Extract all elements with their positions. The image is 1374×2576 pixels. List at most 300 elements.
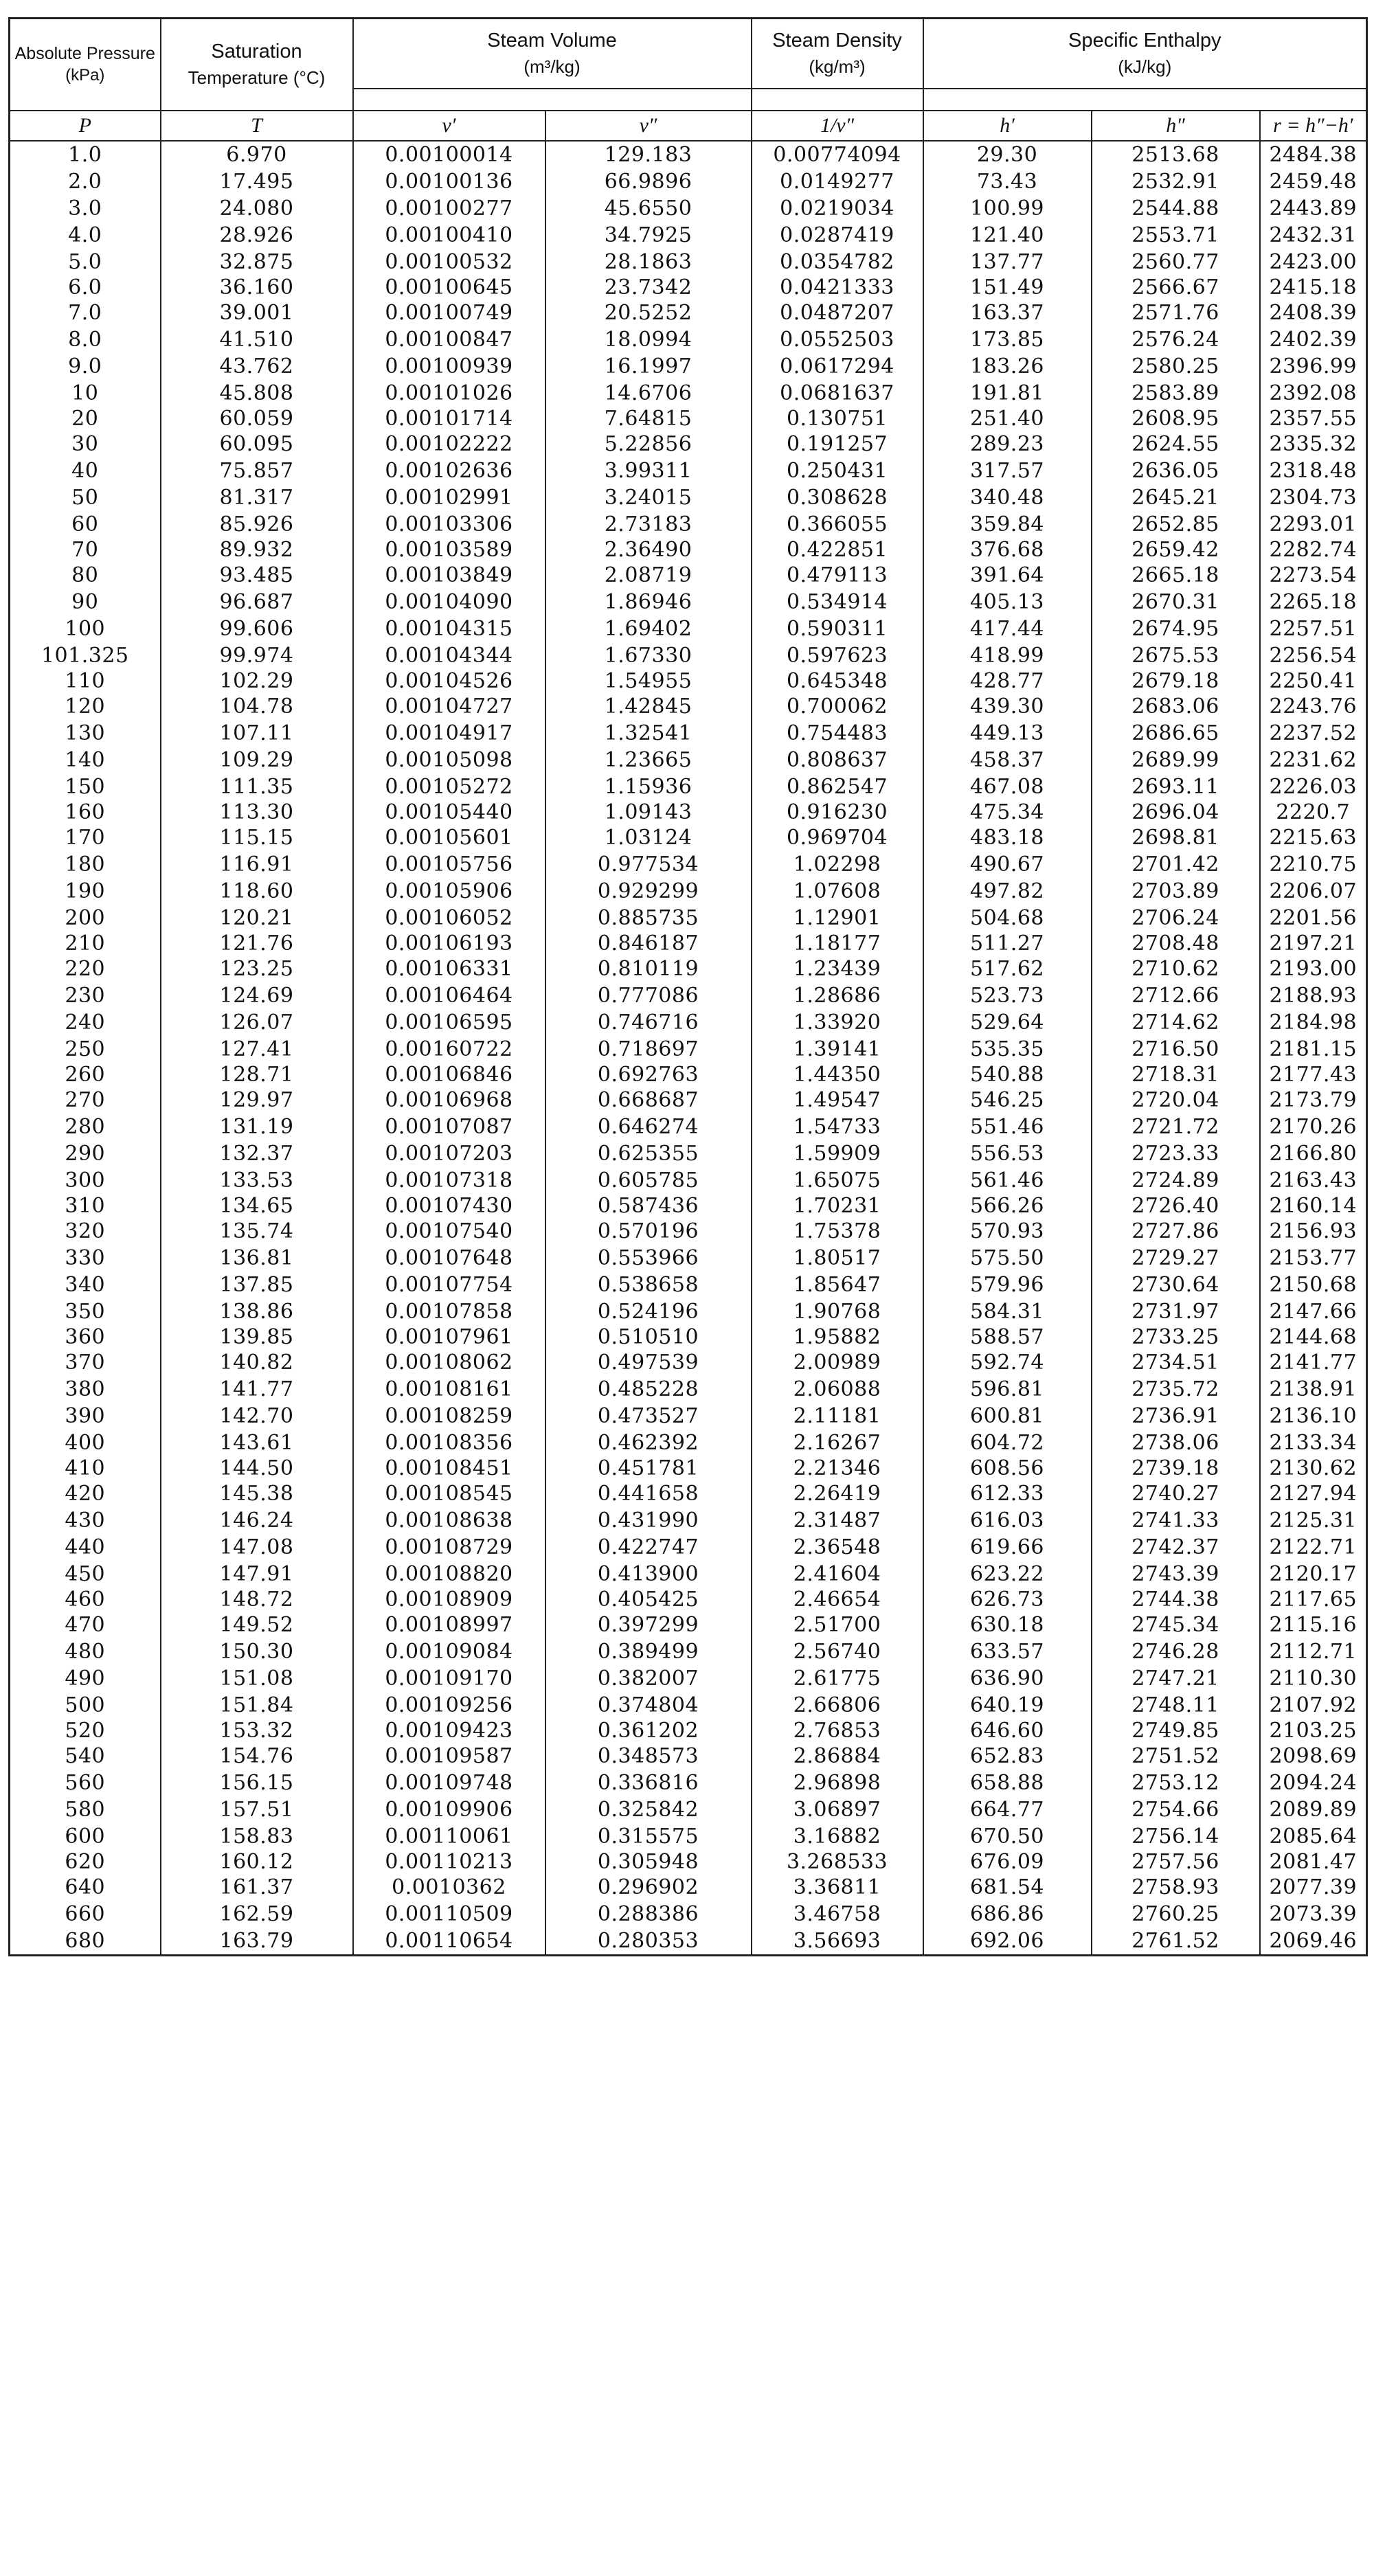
cell-latent-heat: 2335.32 — [1260, 431, 1367, 457]
table-row — [10, 538, 1367, 562]
cell-vapor-volume: 0.746716 — [545, 1009, 752, 1036]
table-row — [10, 484, 1367, 511]
cell-pressure: 220 — [10, 956, 161, 982]
cell-vapor-enthalpy: 2748.11 — [1092, 1692, 1260, 1719]
cell-pressure: 170 — [10, 824, 161, 851]
cell-density: 0.422851 — [752, 538, 923, 562]
cell-liquid-volume: 0.00108356 — [353, 1430, 545, 1456]
table-row — [10, 1823, 1367, 1850]
cell-vapor-enthalpy: 2624.55 — [1092, 431, 1260, 457]
cell-latent-heat: 2415.18 — [1260, 275, 1367, 300]
cell-density: 1.33920 — [752, 1009, 923, 1036]
cell-vapor-volume: 0.288386 — [545, 1901, 752, 1928]
table-row — [10, 956, 1367, 982]
cell-vapor-volume: 0.441658 — [545, 1480, 752, 1507]
cell-vapor-volume: 0.296902 — [545, 1874, 752, 1901]
cell-liquid-volume: 0.00107754 — [353, 1272, 545, 1298]
table-row — [10, 326, 1367, 353]
cell-vapor-enthalpy: 2670.31 — [1092, 589, 1260, 615]
cell-vapor-volume: 0.718697 — [545, 1036, 752, 1063]
table-row — [10, 589, 1367, 615]
symbol-temperature: T — [161, 111, 353, 141]
cell-density: 0.700062 — [752, 693, 923, 720]
symbol-liquid-volume: v′ — [353, 111, 545, 141]
cell-pressure: 120 — [10, 693, 161, 720]
cell-liquid-volume: 0.00106968 — [353, 1087, 545, 1114]
cell-latent-heat: 2160.14 — [1260, 1194, 1367, 1218]
cell-liquid-volume: 0.00109170 — [353, 1665, 545, 1692]
symbol-vapor-enthalpy: h″ — [1092, 111, 1260, 141]
cell-density: 0.808637 — [752, 747, 923, 773]
cell-pressure: 230 — [10, 982, 161, 1009]
cell-liquid-enthalpy: 490.67 — [923, 851, 1092, 878]
cell-liquid-volume: 0.00106464 — [353, 982, 545, 1009]
cell-temperature: 36.160 — [161, 275, 353, 300]
cell-liquid-volume: 0.00109256 — [353, 1692, 545, 1719]
cell-temperature: 145.38 — [161, 1480, 353, 1507]
cell-vapor-volume: 7.64815 — [545, 407, 752, 431]
cell-latent-heat: 2069.46 — [1260, 1928, 1367, 1956]
header-temperature-unit: Temperature (°C) — [188, 67, 326, 88]
cell-liquid-volume: 0.00104727 — [353, 693, 545, 720]
cell-temperature: 60.095 — [161, 431, 353, 457]
cell-latent-heat: 2408.39 — [1260, 300, 1367, 326]
cell-temperature: 81.317 — [161, 484, 353, 511]
cell-liquid-enthalpy: 612.33 — [923, 1480, 1092, 1507]
cell-liquid-enthalpy: 458.37 — [923, 747, 1092, 773]
table-row — [10, 1928, 1367, 1956]
cell-density: 1.39141 — [752, 1036, 923, 1063]
cell-liquid-volume: 0.00100939 — [353, 353, 545, 380]
cell-vapor-volume: 0.451781 — [545, 1456, 752, 1480]
cell-liquid-enthalpy: 604.72 — [923, 1430, 1092, 1456]
cell-liquid-volume: 0.00108451 — [353, 1456, 545, 1480]
cell-latent-heat: 2237.52 — [1260, 720, 1367, 747]
table-row — [10, 1534, 1367, 1561]
cell-density: 0.534914 — [752, 589, 923, 615]
cell-vapor-enthalpy: 2724.89 — [1092, 1167, 1260, 1194]
cell-latent-heat: 2089.89 — [1260, 1796, 1367, 1823]
cell-liquid-volume: 0.00104344 — [353, 642, 545, 669]
cell-latent-heat: 2130.62 — [1260, 1456, 1367, 1480]
cell-liquid-enthalpy: 449.13 — [923, 720, 1092, 747]
cell-density: 1.49547 — [752, 1087, 923, 1114]
cell-density: 0.0487207 — [752, 300, 923, 326]
cell-liquid-enthalpy: 556.53 — [923, 1140, 1092, 1167]
cell-latent-heat: 2459.48 — [1260, 168, 1367, 195]
cell-density: 0.916230 — [752, 800, 923, 824]
cell-pressure: 420 — [10, 1480, 161, 1507]
cell-latent-heat: 2115.16 — [1260, 1612, 1367, 1638]
cell-vapor-enthalpy: 2674.95 — [1092, 615, 1260, 642]
cell-latent-heat: 2273.54 — [1260, 562, 1367, 589]
cell-liquid-enthalpy: 483.18 — [923, 824, 1092, 851]
cell-liquid-volume: 0.00106331 — [353, 956, 545, 982]
cell-pressure: 40 — [10, 457, 161, 484]
cell-temperature: 143.61 — [161, 1430, 353, 1456]
cell-temperature: 89.932 — [161, 538, 353, 562]
cell-latent-heat: 2127.94 — [1260, 1480, 1367, 1507]
cell-vapor-volume: 0.810119 — [545, 956, 752, 982]
cell-density: 1.75378 — [752, 1218, 923, 1245]
cell-density: 2.61775 — [752, 1665, 923, 1692]
cell-latent-heat: 2304.73 — [1260, 484, 1367, 511]
cell-latent-heat: 2166.80 — [1260, 1140, 1367, 1167]
cell-vapor-volume: 0.325842 — [545, 1796, 752, 1823]
cell-temperature: 6.970 — [161, 141, 353, 168]
cell-vapor-volume: 28.1863 — [545, 249, 752, 275]
cell-temperature: 115.15 — [161, 824, 353, 851]
cell-density: 1.65075 — [752, 1167, 923, 1194]
cell-density: 1.02298 — [752, 851, 923, 878]
cell-pressure: 80 — [10, 562, 161, 589]
table-row — [10, 851, 1367, 878]
cell-latent-heat: 2220.7 — [1260, 800, 1367, 824]
cell-pressure: 8.0 — [10, 326, 161, 353]
table-row — [10, 1009, 1367, 1036]
cell-liquid-volume: 0.00100277 — [353, 195, 545, 222]
cell-density: 1.23439 — [752, 956, 923, 982]
cell-density: 1.95882 — [752, 1325, 923, 1349]
cell-vapor-enthalpy: 2714.62 — [1092, 1009, 1260, 1036]
cell-latent-heat: 2141.77 — [1260, 1349, 1367, 1376]
cell-latent-heat: 2098.69 — [1260, 1743, 1367, 1770]
cell-vapor-enthalpy: 2733.25 — [1092, 1325, 1260, 1349]
cell-latent-heat: 2231.62 — [1260, 747, 1367, 773]
cell-pressure: 580 — [10, 1796, 161, 1823]
cell-vapor-volume: 0.846187 — [545, 931, 752, 956]
cell-liquid-volume: 0.00101026 — [353, 380, 545, 407]
cell-temperature: 39.001 — [161, 300, 353, 326]
cell-vapor-enthalpy: 2753.12 — [1092, 1770, 1260, 1796]
cell-liquid-enthalpy: 561.46 — [923, 1167, 1092, 1194]
cell-density: 2.51700 — [752, 1612, 923, 1638]
cell-pressure: 500 — [10, 1692, 161, 1719]
cell-density: 0.0219034 — [752, 195, 923, 222]
cell-latent-heat: 2402.39 — [1260, 326, 1367, 353]
cell-temperature: 96.687 — [161, 589, 353, 615]
header-volume-title: Steam Volume — [487, 30, 617, 52]
cell-latent-heat: 2243.76 — [1260, 693, 1367, 720]
cell-temperature: 161.37 — [161, 1874, 353, 1901]
cell-density: 2.76853 — [752, 1719, 923, 1743]
cell-temperature: 113.30 — [161, 800, 353, 824]
cell-temperature: 131.19 — [161, 1114, 353, 1140]
table-row — [10, 905, 1367, 931]
symbol-pressure: P — [10, 111, 161, 141]
cell-vapor-enthalpy: 2686.65 — [1092, 720, 1260, 747]
cell-liquid-volume: 0.00100136 — [353, 168, 545, 195]
cell-temperature: 137.85 — [161, 1272, 353, 1298]
cell-vapor-enthalpy: 2746.28 — [1092, 1638, 1260, 1665]
table-row — [10, 615, 1367, 642]
cell-liquid-enthalpy: 640.19 — [923, 1692, 1092, 1719]
cell-liquid-volume: 0.00100847 — [353, 326, 545, 353]
cell-vapor-volume: 20.5252 — [545, 300, 752, 326]
cell-vapor-volume: 1.03124 — [545, 824, 752, 851]
header-enthalpy-unit: (kJ/kg) — [1118, 56, 1172, 77]
symbol-liquid-enthalpy: h′ — [923, 111, 1092, 141]
cell-latent-heat: 2484.38 — [1260, 141, 1367, 168]
cell-pressure: 5.0 — [10, 249, 161, 275]
cell-vapor-volume: 1.54955 — [545, 669, 752, 693]
table-row — [10, 1403, 1367, 1430]
cell-latent-heat: 2206.07 — [1260, 878, 1367, 905]
cell-liquid-volume: 0.00109906 — [353, 1796, 545, 1823]
cell-density: 2.56740 — [752, 1638, 923, 1665]
cell-temperature: 41.510 — [161, 326, 353, 353]
cell-temperature: 85.926 — [161, 511, 353, 538]
cell-vapor-enthalpy: 2721.72 — [1092, 1114, 1260, 1140]
header-density-spacer — [752, 89, 923, 111]
cell-vapor-volume: 0.777086 — [545, 982, 752, 1009]
cell-density: 2.96898 — [752, 1770, 923, 1796]
cell-liquid-enthalpy: 616.03 — [923, 1507, 1092, 1534]
cell-liquid-volume: 0.00104090 — [353, 589, 545, 615]
cell-liquid-enthalpy: 664.77 — [923, 1796, 1092, 1823]
header-temperature — [161, 19, 353, 111]
cell-pressure: 210 — [10, 931, 161, 956]
cell-temperature: 135.74 — [161, 1218, 353, 1245]
cell-vapor-volume: 2.36490 — [545, 538, 752, 562]
cell-temperature: 75.857 — [161, 457, 353, 484]
cell-latent-heat: 2210.75 — [1260, 851, 1367, 878]
cell-liquid-enthalpy: 579.96 — [923, 1272, 1092, 1298]
table-row — [10, 1218, 1367, 1245]
cell-pressure: 250 — [10, 1036, 161, 1063]
cell-density: 2.00989 — [752, 1349, 923, 1376]
header-pressure-unit: (kPa) — [65, 66, 105, 84]
cell-latent-heat: 2193.00 — [1260, 956, 1367, 982]
table-row — [10, 1507, 1367, 1534]
cell-latent-heat: 2150.68 — [1260, 1272, 1367, 1298]
cell-liquid-volume: 0.00108259 — [353, 1403, 545, 1430]
cell-latent-heat: 2112.71 — [1260, 1638, 1367, 1665]
cell-latent-heat: 2177.43 — [1260, 1063, 1367, 1087]
cell-density: 0.0421333 — [752, 275, 923, 300]
cell-latent-heat: 2173.79 — [1260, 1087, 1367, 1114]
cell-liquid-enthalpy: 405.13 — [923, 589, 1092, 615]
cell-latent-heat: 2392.08 — [1260, 380, 1367, 407]
header-volume-unit: (m³/kg) — [523, 56, 581, 77]
cell-liquid-enthalpy: 73.43 — [923, 168, 1092, 195]
cell-vapor-volume: 0.462392 — [545, 1430, 752, 1456]
header-density-title: Steam Density — [772, 30, 902, 52]
cell-liquid-enthalpy: 173.85 — [923, 326, 1092, 353]
cell-vapor-volume: 0.510510 — [545, 1325, 752, 1349]
cell-vapor-enthalpy: 2720.04 — [1092, 1087, 1260, 1114]
cell-vapor-enthalpy: 2566.67 — [1092, 275, 1260, 300]
cell-density: 2.26419 — [752, 1480, 923, 1507]
cell-liquid-volume: 0.00103849 — [353, 562, 545, 589]
cell-liquid-volume: 0.00108997 — [353, 1612, 545, 1638]
cell-vapor-volume: 1.09143 — [545, 800, 752, 824]
cell-liquid-enthalpy: 566.26 — [923, 1194, 1092, 1218]
cell-vapor-enthalpy: 2689.99 — [1092, 747, 1260, 773]
cell-vapor-enthalpy: 2738.06 — [1092, 1430, 1260, 1456]
cell-pressure: 60 — [10, 511, 161, 538]
cell-density: 1.28686 — [752, 982, 923, 1009]
cell-temperature: 111.35 — [161, 773, 353, 800]
cell-pressure: 240 — [10, 1009, 161, 1036]
cell-pressure: 270 — [10, 1087, 161, 1114]
cell-pressure: 470 — [10, 1612, 161, 1638]
cell-liquid-enthalpy: 658.88 — [923, 1770, 1092, 1796]
table-row — [10, 1612, 1367, 1638]
cell-density: 2.41604 — [752, 1561, 923, 1588]
cell-latent-heat: 2184.98 — [1260, 1009, 1367, 1036]
cell-vapor-enthalpy: 2571.76 — [1092, 300, 1260, 326]
cell-density: 0.969704 — [752, 824, 923, 851]
cell-temperature: 147.91 — [161, 1561, 353, 1588]
cell-density: 0.00774094 — [752, 141, 923, 168]
table-row — [10, 1036, 1367, 1063]
cell-temperature: 93.485 — [161, 562, 353, 589]
cell-vapor-enthalpy: 2731.97 — [1092, 1298, 1260, 1325]
cell-vapor-enthalpy: 2744.38 — [1092, 1588, 1260, 1612]
header-density-unit: (kg/m³) — [809, 56, 866, 77]
cell-vapor-enthalpy: 2645.21 — [1092, 484, 1260, 511]
cell-density: 0.479113 — [752, 562, 923, 589]
cell-density: 3.06897 — [752, 1796, 923, 1823]
cell-liquid-volume: 0.00108820 — [353, 1561, 545, 1588]
cell-vapor-volume: 1.69402 — [545, 615, 752, 642]
cell-vapor-volume: 5.22856 — [545, 431, 752, 457]
cell-vapor-enthalpy: 2754.66 — [1092, 1796, 1260, 1823]
cell-density: 3.268533 — [752, 1850, 923, 1874]
header-enthalpy — [923, 19, 1367, 89]
cell-temperature: 144.50 — [161, 1456, 353, 1480]
cell-liquid-volume: 0.00100532 — [353, 249, 545, 275]
cell-density: 1.59909 — [752, 1140, 923, 1167]
cell-liquid-volume: 0.00106846 — [353, 1063, 545, 1087]
table-row — [10, 1140, 1367, 1167]
cell-liquid-enthalpy: 504.68 — [923, 905, 1092, 931]
cell-vapor-enthalpy: 2749.85 — [1092, 1719, 1260, 1743]
cell-pressure: 4.0 — [10, 222, 161, 249]
cell-temperature: 138.86 — [161, 1298, 353, 1325]
table-row — [10, 222, 1367, 249]
cell-temperature: 162.59 — [161, 1901, 353, 1928]
cell-vapor-enthalpy: 2608.95 — [1092, 407, 1260, 431]
cell-density: 3.56693 — [752, 1928, 923, 1956]
cell-pressure: 150 — [10, 773, 161, 800]
cell-vapor-enthalpy: 2698.81 — [1092, 824, 1260, 851]
cell-temperature: 151.08 — [161, 1665, 353, 1692]
table-row — [10, 1901, 1367, 1928]
cell-liquid-enthalpy: 584.31 — [923, 1298, 1092, 1325]
cell-temperature: 149.52 — [161, 1612, 353, 1638]
symbol-vapor-volume: v″ — [545, 111, 752, 141]
cell-pressure: 370 — [10, 1349, 161, 1376]
cell-temperature: 133.53 — [161, 1167, 353, 1194]
cell-liquid-enthalpy: 137.77 — [923, 249, 1092, 275]
cell-temperature: 146.24 — [161, 1507, 353, 1534]
cell-liquid-volume: 0.00107430 — [353, 1194, 545, 1218]
table-row — [10, 1349, 1367, 1376]
cell-vapor-enthalpy: 2756.14 — [1092, 1823, 1260, 1850]
cell-density: 1.12901 — [752, 905, 923, 931]
cell-vapor-enthalpy: 2735.72 — [1092, 1376, 1260, 1403]
table-row — [10, 457, 1367, 484]
cell-vapor-enthalpy: 2693.11 — [1092, 773, 1260, 800]
cell-vapor-volume: 1.86946 — [545, 589, 752, 615]
cell-temperature: 154.76 — [161, 1743, 353, 1770]
cell-pressure: 20 — [10, 407, 161, 431]
cell-latent-heat: 2136.10 — [1260, 1403, 1367, 1430]
cell-liquid-enthalpy: 317.57 — [923, 457, 1092, 484]
cell-liquid-enthalpy: 439.30 — [923, 693, 1092, 720]
cell-liquid-volume: 0.00107540 — [353, 1218, 545, 1245]
cell-latent-heat: 2094.24 — [1260, 1770, 1367, 1796]
cell-density: 2.86884 — [752, 1743, 923, 1770]
header-pressure — [10, 19, 161, 111]
cell-vapor-volume: 0.413900 — [545, 1561, 752, 1588]
cell-vapor-volume: 0.497539 — [545, 1349, 752, 1376]
cell-pressure: 320 — [10, 1218, 161, 1245]
cell-vapor-volume: 23.7342 — [545, 275, 752, 300]
cell-latent-heat: 2153.77 — [1260, 1245, 1367, 1272]
cell-pressure: 540 — [10, 1743, 161, 1770]
header-enthalpy-spacer — [923, 89, 1367, 111]
cell-temperature: 99.974 — [161, 642, 353, 669]
cell-latent-heat: 2257.51 — [1260, 615, 1367, 642]
cell-pressure: 350 — [10, 1298, 161, 1325]
cell-pressure: 7.0 — [10, 300, 161, 326]
cell-temperature: 128.71 — [161, 1063, 353, 1087]
cell-liquid-enthalpy: 681.54 — [923, 1874, 1092, 1901]
table-row — [10, 300, 1367, 326]
cell-liquid-enthalpy: 588.57 — [923, 1325, 1092, 1349]
cell-pressure: 620 — [10, 1850, 161, 1874]
cell-vapor-enthalpy: 2742.37 — [1092, 1534, 1260, 1561]
cell-liquid-volume: 0.00110213 — [353, 1850, 545, 1874]
cell-density: 0.250431 — [752, 457, 923, 484]
cell-pressure: 340 — [10, 1272, 161, 1298]
cell-latent-heat: 2133.34 — [1260, 1430, 1367, 1456]
cell-liquid-volume: 0.00100014 — [353, 141, 545, 168]
cell-vapor-volume: 2.73183 — [545, 511, 752, 538]
header-volume — [353, 19, 752, 89]
cell-liquid-enthalpy: 686.86 — [923, 1901, 1092, 1928]
cell-latent-heat: 2432.31 — [1260, 222, 1367, 249]
table-row — [10, 1114, 1367, 1140]
cell-density: 2.46654 — [752, 1588, 923, 1612]
cell-vapor-enthalpy: 2761.52 — [1092, 1928, 1260, 1956]
cell-vapor-volume: 0.348573 — [545, 1743, 752, 1770]
cell-vapor-enthalpy: 2683.06 — [1092, 693, 1260, 720]
cell-latent-heat: 2215.63 — [1260, 824, 1367, 851]
cell-temperature: 104.78 — [161, 693, 353, 720]
cell-pressure: 130 — [10, 720, 161, 747]
header-volume-spacer — [353, 89, 752, 111]
cell-latent-heat: 2265.18 — [1260, 589, 1367, 615]
cell-liquid-volume: 0.00106193 — [353, 931, 545, 956]
cell-liquid-volume: 0.00100410 — [353, 222, 545, 249]
cell-pressure: 50 — [10, 484, 161, 511]
cell-liquid-enthalpy: 417.44 — [923, 615, 1092, 642]
cell-liquid-enthalpy: 359.84 — [923, 511, 1092, 538]
cell-latent-heat: 2103.25 — [1260, 1719, 1367, 1743]
cell-vapor-enthalpy: 2745.34 — [1092, 1612, 1260, 1638]
cell-density: 0.645348 — [752, 669, 923, 693]
cell-vapor-volume: 0.625355 — [545, 1140, 752, 1167]
header-density — [752, 19, 923, 89]
cell-temperature: 150.30 — [161, 1638, 353, 1665]
cell-density: 0.130751 — [752, 407, 923, 431]
table-row — [10, 1796, 1367, 1823]
steam-table — [8, 17, 1368, 1956]
